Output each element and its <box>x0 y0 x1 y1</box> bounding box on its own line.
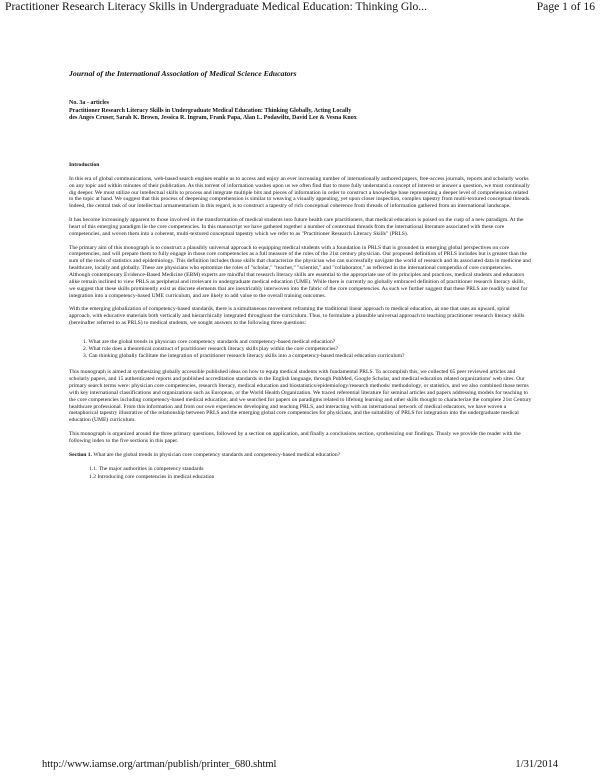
section-1-heading <box>69 452 532 459</box>
article-number: No. 3a - articles <box>69 100 109 106</box>
footer-date: 1/31/2014 <box>515 759 558 770</box>
article-body <box>69 162 532 481</box>
paragraph: In this era of global communications, web-based search engines enable us to access and enjoy an ever increasing number of internationally authored papers, free-access journals, reports and scholarly works on any topic and within minutes of their publication. As this torrent of information washes upon us we often find that to more fully understand a concept of interest or answer a question, we must continually dig deeper. We must utilize our intellectual skills to process and integrate multiple bits and pieces of information in order to construct a knowledge base representing a deeper level of comprehension related to the topic at hand. We suggest that this process of deepening comprehension is similar to weaving a visually appealing, yet upon closer inspection, complex tapestry from multi-textured conceptual threads. Indeed, the central task of our intellectual armamentarium in this regard, is to construct a tapestry of rich conceptual coherence from threads of information gathered from an international landscape. <box>69 175 531 210</box>
paragraph: This monograph is organized around the three primary questions, followed by a section on application, and finally a conclusions section, synthesizing our findings. Thusly we provide the reader with the following index to the five sections in this paper. <box>69 431 521 444</box>
question-item: 1. What are the global trends in physician core competency standards and competency-based medical education? <box>83 338 336 345</box>
section-1-text: What are the global trends in physician core competency standards and competency-based medical education? <box>93 451 341 458</box>
article-title: Practitioner Research Literacy Skills in Undergraduate Medical Education: Thinking Globally, Acting Locally <box>69 107 352 114</box>
section-1-label: Section 1. <box>69 451 92 458</box>
paragraph: This monograph is aimed at synthesizing globally accessible published ideas on how to equip medical students with fundamental PRLS. To accomplish this, we collected 65 peer reviewed articles and scholarly papers, and 15 authenticated reports and published accreditation standards in the English language, through PubMed, Google Scholar, and medical education related organizations' web sites. Our primary search terms were: physician core competencies, research literacy, medical education and biostatistics/epidemiology/research methods/ methodology, or statistics, and we also combined those terms with key international classifications and organizations such as European, or the World Health Organization. We traced referential literature for seminal articles and papers addressing models for teaching to the core competencies including competency-based medical education; and we searched for papers on paradigms related to lifelong learning and other skills thought to characterize the complete 21st Century healthcare professional. From this information and from our own experiences developing and teaching PRLS, and interacting with an international network of medical educators, we have woven a metaphorical tapestry illustrative of the relationship between PRLS and the emerging global core competencies for physicians, and the suitability of PRLS for integration into the undergraduate medical education (UME) curriculum. <box>69 369 532 424</box>
paragraph: With the emerging globalization of competency-based standards, there is a simultaneous movement reframing the traditional linear approach to medical education, as one that uses an upward, spiral approach, with educative materials both vertically and hierarchically integrated throughout the curriculum. Thus, to formulate a plausible universal approach to teaching practitioner research literacy skills (hereinafter referred to as PRLS) to medical students, we sought answers to the following three questions: <box>69 306 525 327</box>
section-1-subitems <box>89 466 532 481</box>
subitem: 1.2 Introducing core competencies in medical education <box>89 473 215 480</box>
question-item: 3. Can thinking globally facilitate the integration of practitioner research literacy skills into a competency-based medical education curriculum? <box>83 352 405 359</box>
question-list <box>83 339 532 360</box>
paragraph: The primary aim of this monograph is to construct a plausibly universal approach to equipping medical students with a foundation in PRLS that is grounded in emerging global perspectives on core competencies, and will prepare them to fully engage in those core competencies as a full measure of the roles of the 21st century physician. Our proposed definition of PRLS includes but is greater than the sum of the tools of statistics and epidemiology. This definition includes those skills that characterize the physician who can successfully navigate the world of research and its associated data in medicine and healthcare, locally and globally. These are physicians who epitomize the roles of "scholar," "teacher," "scientist," and "collaborator," as reflected in the international compendia of core competencies. Although contemporary Evidence-Based Medicine (EBM) experts are mindful that research literacy skills are essential to the appropriate use of its principles and practices, medical students and educators alike remain inclined to view PRLS as peripheral and irrelevant in undergraduate medical education (UME). While there is currently no globally embraced definition of practitioner research literacy skills, we suggest that these skills prominently exist as discrete elements that are inextricably interwoven into the fabric of the core competencies. As such we further suggest that these PRLS are readily suited for integration into a competency-based UME curriculum, and are likely to add value to the overall training outcomes. <box>69 244 531 299</box>
print-header-page-info: Page 1 of 16 <box>536 0 595 13</box>
article-authors: des Anges Cruser, Sarah K. Brown, Jessica R. Ingram, Frank Papa, Alan L. Podawiltz, David Lee & Vesna Knox <box>69 115 357 121</box>
footer-url[interactable]: http://www.iamse.org/artman/publish/printer_680.shtml <box>42 759 277 770</box>
question-item: 2. What role does a theoretical construct of practitioner research literacy skills play within the core competencies? <box>83 345 339 352</box>
journal-title: Journal of the International Association of Medical Science Educators <box>69 69 297 78</box>
print-footer <box>42 759 558 771</box>
article-header <box>69 100 532 123</box>
subitem: 1.1. The major authorities in competency standards <box>89 465 204 472</box>
print-header <box>5 0 595 20</box>
introduction-heading: Introduction <box>69 162 100 168</box>
paragraph: It has become increasingly apparent to those involved in the transformation of medical students into future health care practitioners, that medical education is poised on the cusp of a new paradigm. At the heart of this emerging paradigm lie the core competencies. In this manuscript we have gathered together a number of contextual threads from the international literature associated with these core competencies, and woven them into a coherent, multi-textured conceptual tapestry which we refer to as "Practitioner Research Literacy Skills" (PRLS). <box>69 217 524 237</box>
print-header-title: Practitioner Research Literacy Skills in Undergraduate Medical Education: Thinking Glo... <box>5 0 427 13</box>
